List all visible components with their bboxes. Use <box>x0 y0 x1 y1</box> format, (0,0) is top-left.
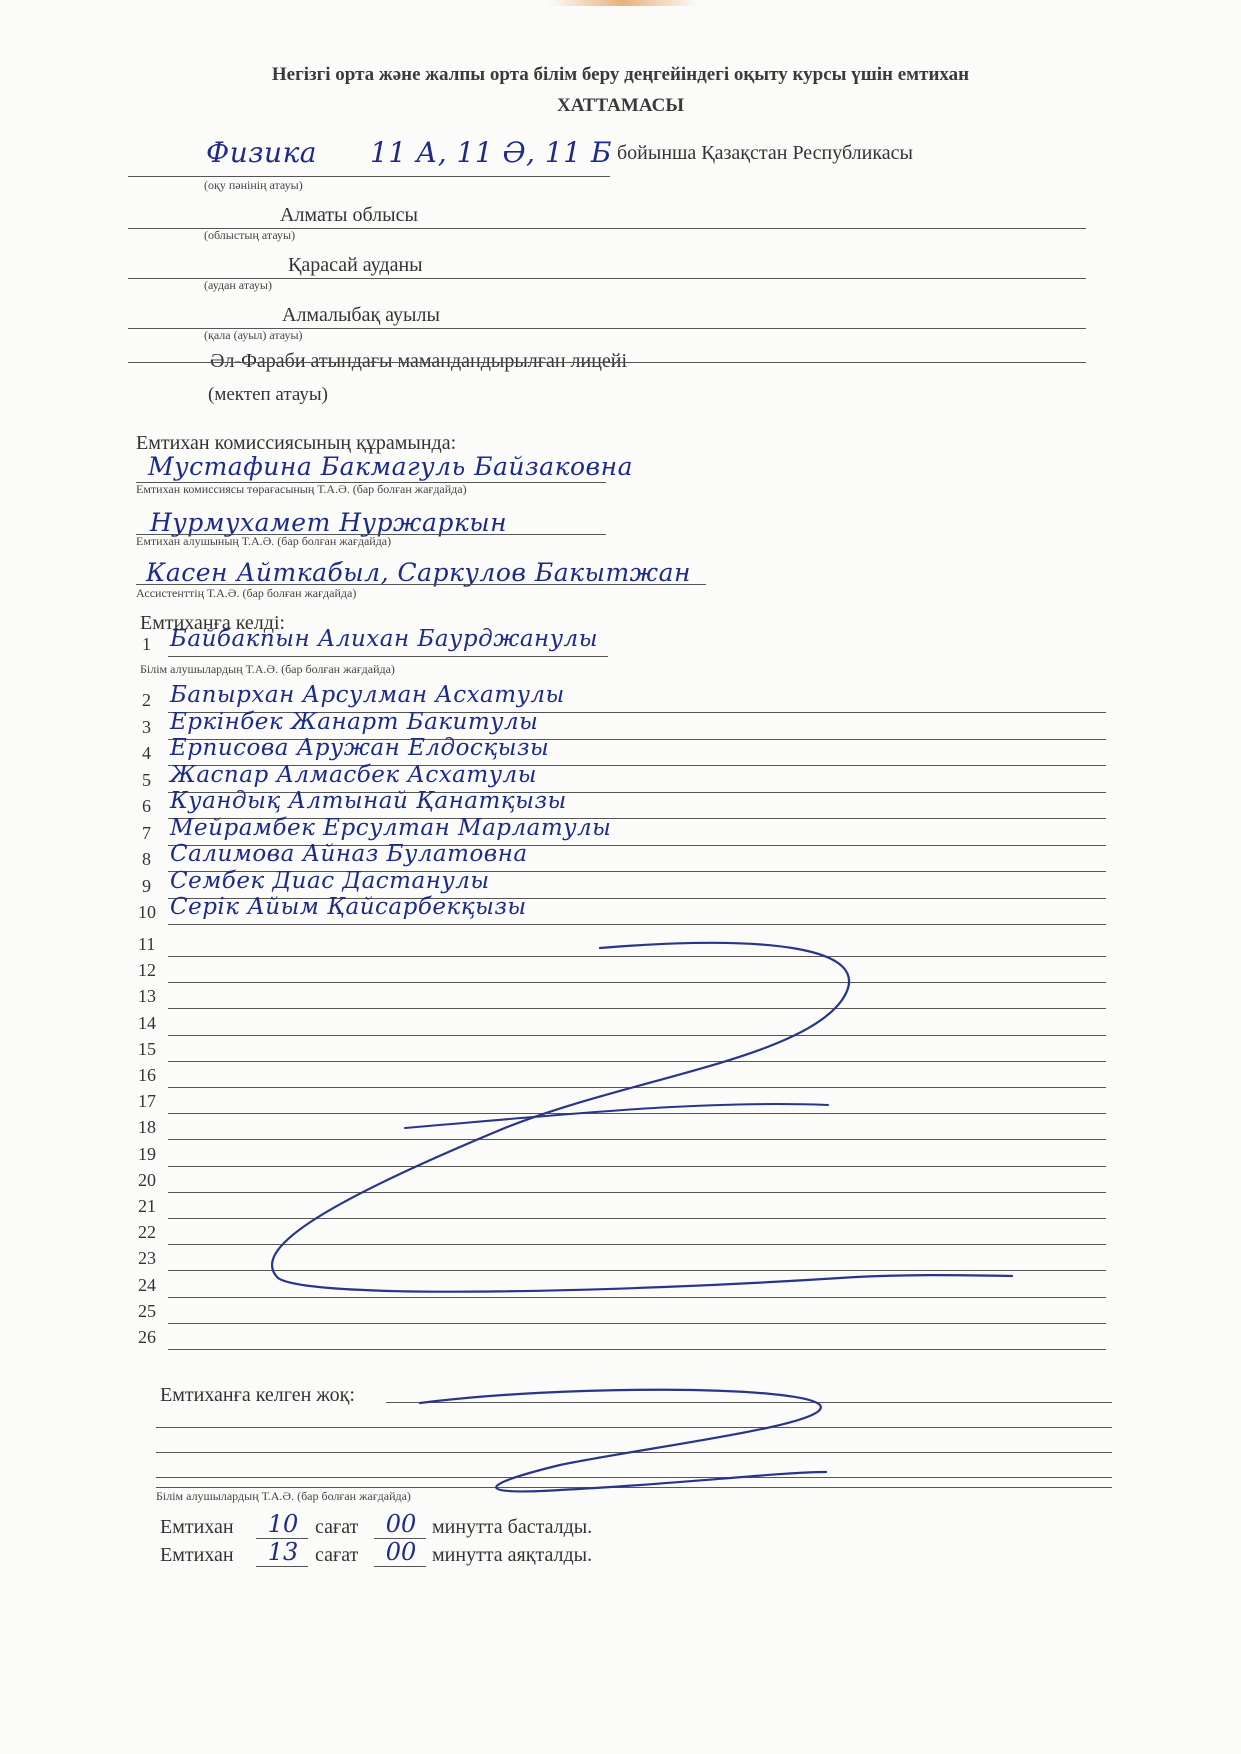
rows-strike-tail <box>405 1104 828 1128</box>
end-hour-line <box>256 1566 308 1567</box>
student-row-name: Жаспар Алмасбек Асхатулы <box>170 761 537 788</box>
student-row-number: 3 <box>142 716 151 737</box>
student-row-number: 18 <box>138 1117 156 1138</box>
subject-value: Физика <box>206 136 317 169</box>
examiner-caption: Емтихан алушының Т.А.Ә. (бар болған жағдайда) <box>136 534 392 548</box>
start-suffix: минутта басталды. <box>432 1516 593 1538</box>
chair-caption: Емтихан комиссиясы төрағасының Т.А.Ә. (бар болған жағдайда) <box>136 482 467 496</box>
student-row-line <box>168 1166 1106 1167</box>
examiner-name: Нурмухамет Нуржаркын <box>150 508 508 537</box>
student-row-line <box>168 1323 1106 1324</box>
student-row-line <box>168 982 1106 983</box>
region-value: Алматы облысы <box>280 204 418 226</box>
end-hour: 13 <box>267 1538 299 1566</box>
absent-line-4 <box>156 1477 1112 1478</box>
region-caption: (облыстың атауы) <box>204 228 296 242</box>
student-row-line <box>168 656 608 657</box>
absent-line-2 <box>156 1427 1112 1428</box>
student-row-line <box>168 1218 1106 1219</box>
student-row-number: 13 <box>138 986 156 1007</box>
end-minute: 00 <box>385 1538 417 1566</box>
absent-label: Емтиханға келген жоқ: <box>160 1384 355 1406</box>
student-row-number: 7 <box>142 822 151 843</box>
student-row-name: Мейрамбек Ерсултан Марлатулы <box>170 814 612 841</box>
student-row-number: 15 <box>138 1038 156 1059</box>
student-row-number: 2 <box>142 690 151 710</box>
student-row-number: 6 <box>142 796 151 816</box>
student-row-number: 12 <box>138 960 156 981</box>
student-row-line <box>168 1113 1106 1114</box>
student-row-number: 22 <box>138 1222 156 1243</box>
student-row-line <box>168 1061 1106 1062</box>
student-row-line <box>168 1349 1106 1350</box>
start-hour: 10 <box>267 1510 299 1538</box>
student-row-number: 5 <box>142 769 151 790</box>
school-value: Әл-Фараби атындағы мамандандырылған лицейі <box>210 350 628 372</box>
subject-caption: (оқу пәнінің атауы) <box>204 178 303 192</box>
student-row-line <box>168 1244 1106 1245</box>
student-row-number: 24 <box>138 1274 156 1295</box>
student-row-number: 1 <box>142 634 151 654</box>
assistants-caption: Ассистенттің Т.А.Ә. (бар болған жағдайда) <box>136 586 357 600</box>
start-hour-word: сағат <box>315 1516 359 1538</box>
absent-caption: Білім алушылардың Т.А.Ә. (бар болған жағдайда) <box>156 1489 411 1503</box>
student-row-name: Ерписова Аружан Елдосқызы <box>170 735 550 761</box>
end-hour-word: сағат <box>315 1544 359 1566</box>
student-row-number: 8 <box>142 849 151 869</box>
student-row-number: 11 <box>138 934 156 954</box>
student-row-name: Байбакпын Алихан Баурджанулы <box>170 626 598 652</box>
student-row-number: 21 <box>138 1196 156 1216</box>
student-row-number: 10 <box>138 902 156 922</box>
student-row-number: 26 <box>138 1327 156 1347</box>
subject-suffix: бойынша Қазақстан Республикасы <box>617 142 913 164</box>
school-line <box>128 362 1086 363</box>
student-row-number: 25 <box>138 1300 156 1321</box>
paper-clip-mark <box>548 0 698 6</box>
document-subtitle: ХАТТАМАСЫ <box>557 95 684 116</box>
end-suffix: минутта аяқталды. <box>432 1544 593 1566</box>
student-row-name: Серік Айым Қайсарбекқызы <box>170 894 527 920</box>
student-row-line <box>168 956 1106 957</box>
end-prefix: Емтихан <box>160 1544 234 1566</box>
student-row-name: Бапырхан Арсулман Асхатулы <box>170 682 565 708</box>
rows-strike-mark <box>272 943 1012 1292</box>
student-row-line <box>168 1192 1106 1193</box>
assistants-line <box>136 584 706 585</box>
student-row-line <box>168 924 1106 925</box>
document-title: Негізгі орта және жалпы орта білім беру деңгейіндегі оқыту курсы үшін емтихан <box>271 64 970 85</box>
student-row-line <box>168 1008 1106 1009</box>
absent-line-5 <box>156 1487 1112 1488</box>
student-row-number: 16 <box>138 1065 156 1085</box>
district-caption: (аудан атауы) <box>204 278 272 292</box>
school-caption: (мектеп атауы) <box>208 384 328 405</box>
absent-line-1 <box>386 1402 1112 1403</box>
student-row-number: 23 <box>138 1248 156 1269</box>
student-row-number: 19 <box>138 1143 156 1164</box>
student-row-number: 20 <box>138 1169 156 1190</box>
commission-chair-name: Мустафина Бакмагуль Байзаковна <box>148 452 633 481</box>
student-row-line <box>168 1297 1106 1298</box>
commission-heading: Емтихан комиссиясының құрамында: <box>136 432 457 454</box>
student-row-number: 17 <box>138 1091 156 1112</box>
assistants-names: Касен Айткабыл, Саркулов Бакытжан <box>146 558 691 587</box>
student-row-number: 4 <box>142 743 151 763</box>
district-value: Қарасай ауданы <box>288 254 423 276</box>
village-caption: (қала (ауыл) атауы) <box>204 328 303 342</box>
village-value: Алмалыбақ ауылы <box>282 304 440 326</box>
subject-classes: 11 А, 11 Ә, 11 Б <box>370 136 612 169</box>
student-row-name: Сембек Диас Дастанулы <box>170 867 490 894</box>
student-row-line <box>168 1087 1106 1088</box>
subject-line <box>128 176 610 177</box>
absent-line-3 <box>156 1452 1112 1453</box>
attended-heading: Емтиханға келді: <box>140 612 286 634</box>
start-prefix: Емтихан <box>160 1516 234 1538</box>
student-row-line <box>168 1139 1106 1140</box>
student-row-number: 14 <box>138 1012 156 1033</box>
student-row-name: Куандық Алтынай Қанатқызы <box>170 788 567 814</box>
end-minute-line <box>374 1566 426 1567</box>
student-row-name: Еркінбек Жанарт Бакитулы <box>170 708 539 735</box>
start-minute: 00 <box>385 1510 417 1538</box>
student-row-number: 9 <box>142 875 151 896</box>
attended-caption: Білім алушылардың Т.А.Ә. (бар болған жағдайда) <box>140 662 395 676</box>
student-row-name: Салимова Айназ Булатовна <box>170 841 528 867</box>
student-row-line <box>168 1035 1106 1036</box>
student-row-line <box>168 1270 1106 1271</box>
